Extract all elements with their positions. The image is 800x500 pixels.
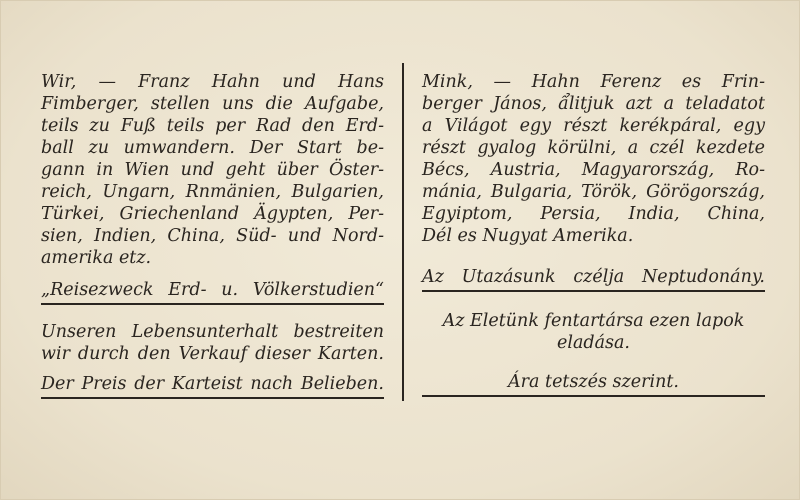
german-price-block: [41, 373, 384, 395]
german-line-6: reich, Ungarn, Rnmänien, Bulgarien,: [41, 182, 384, 202]
hungarian-purpose-block: [422, 266, 765, 288]
hungarian-living-line-1: Az Eletünk fentartársa ezen lapok: [442, 311, 745, 331]
hungarian-line-1: Mink, — Hahn Ferenz es Frin-: [422, 72, 765, 92]
hungarian-purpose: Az Utazásunk czélja Neptudonány.: [422, 267, 765, 287]
hungarian-price-block: [422, 371, 765, 393]
german-line-2: Fimberger, stellen uns die Aufgabe,: [41, 94, 384, 114]
hungarian-price-rule: [422, 395, 765, 397]
hungarian-line-5: Bécs, Austria, Magyarország, Ro-: [422, 160, 765, 180]
german-living-block: [41, 321, 384, 365]
hungarian-line-7: Egyiptom, Persia, India, China,: [422, 204, 765, 224]
hungarian-line-4: részt gyalog körülni, a czél kezdete: [422, 138, 765, 158]
hungarian-line-3: a Világot egy részt kerékpáral, egy: [422, 116, 765, 136]
hungarian-line-2: berger János, ẩlitjuk azt a teladatot: [422, 94, 765, 114]
hungarian-line-8: Dél es Nugyat Amerika.: [422, 226, 634, 246]
hungarian-text-block: [422, 71, 765, 247]
german-living-line-2: wir durch den Verkauf dieser Karten.: [41, 344, 384, 364]
german-living-line-1: Unseren Lebensunterhalt bestreiten: [41, 322, 384, 342]
hungarian-line-6: mánia, Bulgaria, Török, Görögország,: [422, 182, 765, 202]
german-line-7: Türkei, Griechenland Ägypten, Per-: [41, 204, 384, 224]
german-line-5: gann in Wien und geht über Öster-: [41, 160, 384, 180]
german-text-block: [41, 71, 384, 269]
german-purpose-rule: [41, 303, 384, 305]
german-line-3: teils zu Fuß teils per Rad den Erd-: [41, 116, 384, 136]
hungarian-living-block: [422, 310, 765, 354]
hungarian-living-line-2: eladása.: [557, 333, 630, 353]
german-line-1: Wir, — Franz Hahn und Hans: [41, 72, 384, 92]
german-line-8: sien, Indien, China, Süd- und Nord-: [41, 226, 384, 246]
german-line-9: amerika etz.: [41, 248, 152, 268]
german-price: Der Preis der Karteist nach Belieben.: [41, 374, 384, 394]
german-price-rule: [41, 397, 384, 399]
german-purpose: „Reisezweck Erd- u. Völkerstudien“: [41, 280, 384, 300]
hungarian-purpose-rule: [422, 290, 765, 292]
german-line-4: ball zu umwandern. Der Start be-: [41, 138, 384, 158]
german-purpose-block: [41, 279, 384, 301]
hungarian-price: Ára tetszés szerint.: [508, 372, 679, 392]
column-divider: [402, 63, 404, 401]
